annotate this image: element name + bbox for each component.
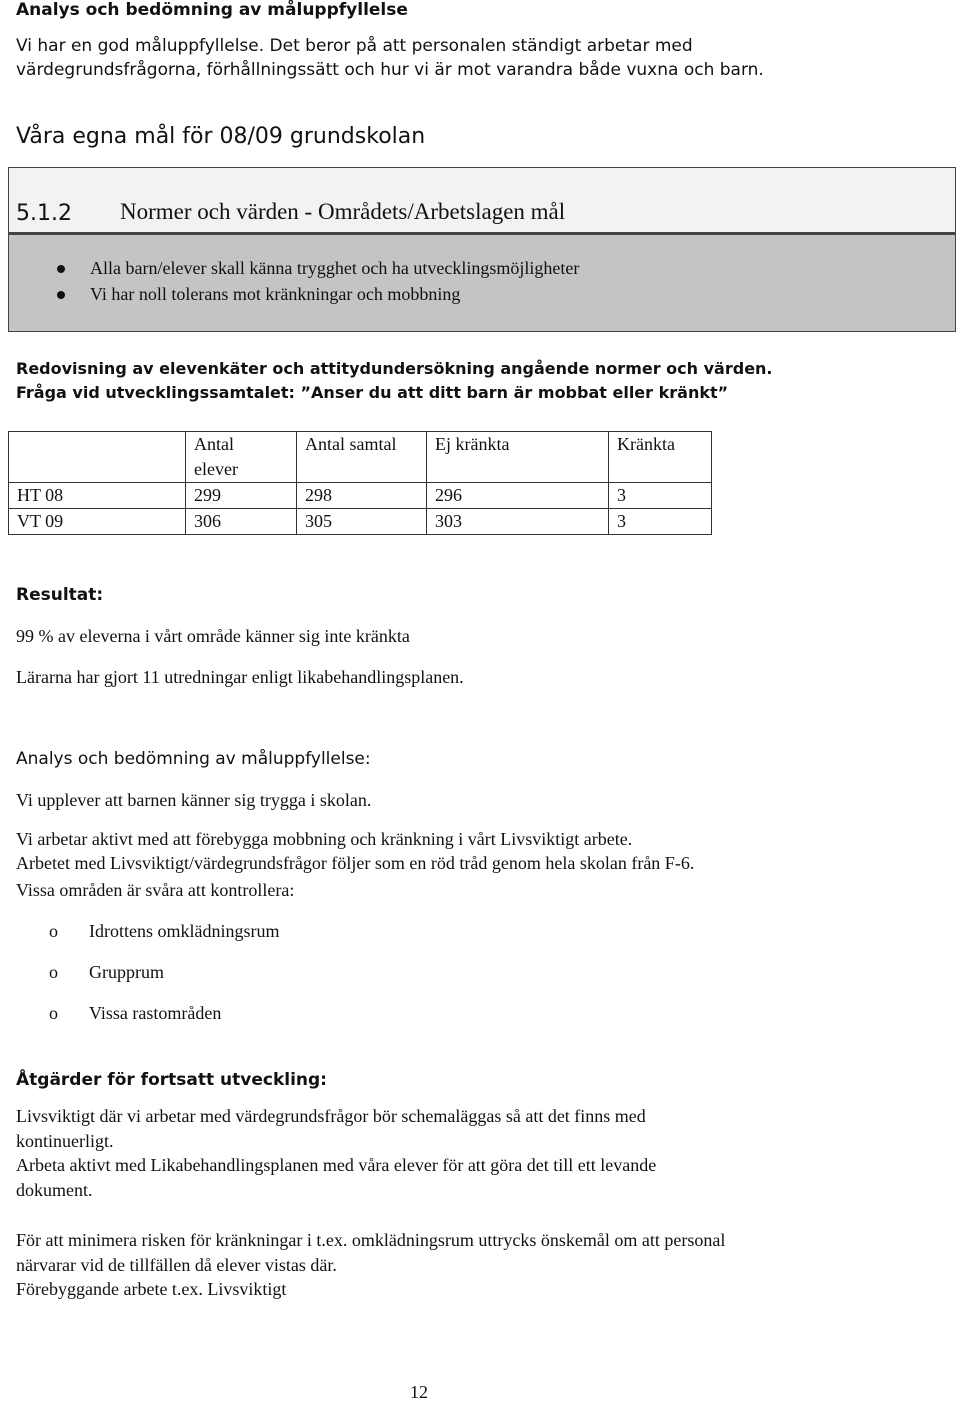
table-cell: 303	[427, 509, 609, 535]
bullet-icon	[57, 265, 65, 273]
table-row	[9, 483, 712, 509]
table-cell: 3	[609, 509, 712, 535]
measures-line: kontinuerligt.	[16, 1131, 114, 1151]
goal-bullet-item: Alla barn/elever skall känna trygghet och ha utvecklingsmöjligheter	[90, 258, 580, 278]
measures-heading: Åtgärder för fortsatt utveckling:	[16, 1070, 327, 1090]
table-cell: 305	[297, 509, 427, 535]
analysis-line: Vissa områden är svåra att kontrollera:	[16, 880, 295, 900]
table-cell: HT 08	[9, 483, 186, 509]
measures-line: dokument.	[16, 1180, 93, 1200]
measures-line: Förebyggande arbete t.ex. Livsviktigt	[16, 1279, 287, 1299]
results-line: Lärarna har gjort 11 utredningar enligt likabehandlingsplanen.	[16, 667, 464, 687]
paragraph-line: värdegrundsfrågorna, förhållningssätt och hur vi är mot varandra både vuxna och barn.	[16, 60, 764, 80]
measures-line: Livsviktigt där vi arbetar med värdegrundsfrågor bör schemaläggas så att det finns med	[16, 1106, 646, 1126]
list-marker: o	[49, 921, 58, 941]
goal-bullet-item: Vi har noll tolerans mot kränkningar och mobbning	[90, 284, 461, 304]
goal-box	[8, 167, 956, 332]
analysis-line: Vi arbetar aktivt med att förebygga mobbning och kränkning i vårt Livsviktigt arbete.	[16, 829, 633, 849]
results-heading: Resultat:	[16, 585, 104, 605]
analysis-line: Arbetet med Livsviktigt/värdegrundsfrågor följer som en röd tråd genom hela skolan från F-6.	[16, 853, 695, 873]
table-cell: 296	[427, 483, 609, 509]
table-header-cell: Antal samtal	[297, 432, 427, 483]
goals-title: Våra egna mål för 08/09 grundskolan	[16, 124, 426, 149]
paragraph-line: Vi har en god måluppfyllelse. Det beror på att personalen ständigt arbetar med	[16, 36, 693, 56]
table-header-row	[9, 432, 712, 483]
list-marker: o	[49, 1003, 58, 1023]
header-text: Antal	[194, 434, 234, 454]
survey-table	[8, 431, 712, 535]
analysis-heading: Analys och bedömning av måluppfyllelse:	[16, 749, 371, 769]
list-item: Grupprum	[89, 962, 164, 982]
bullet-icon	[57, 291, 65, 299]
section-heading-analysis: Analys och bedömning av måluppfyllelse	[16, 0, 408, 20]
table-header-cell	[186, 432, 297, 483]
list-item: Vissa rastområden	[89, 1003, 222, 1023]
survey-heading: Redovisning av elevenkäter och attitydundersökning angående normer och värden.	[16, 359, 773, 378]
table-cell: VT 09	[9, 509, 186, 535]
results-line: 99 % av eleverna i vårt område känner sig inte kränkta	[16, 626, 410, 646]
header-text: elever	[194, 459, 238, 479]
measures-line: närvarar vid de tillfällen då elever vistas där.	[16, 1255, 337, 1275]
list-marker: o	[49, 962, 58, 982]
table-cell: 306	[186, 509, 297, 535]
table-header-cell: Ej kränkta	[427, 432, 609, 483]
table-cell: 3	[609, 483, 712, 509]
measures-line: För att minimera risken för kränkningar i t.ex. omklädningsrum uttrycks önskemål om att personal	[16, 1230, 726, 1250]
list-item: Idrottens omklädningsrum	[89, 921, 280, 941]
page-number: 12	[410, 1382, 428, 1402]
measures-line: Arbeta aktivt med Likabehandlingsplanen med våra elever för att göra det till ett levande	[16, 1155, 657, 1175]
table-row	[9, 509, 712, 535]
goal-title: Normer och värden - Områdets/Arbetslagen mål	[120, 199, 566, 224]
analysis-line: Vi upplever att barnen känner sig trygga i skolan.	[16, 790, 372, 810]
table-header-cell: Kränkta	[609, 432, 712, 483]
survey-question: Fråga vid utvecklingssamtalet: ”Anser du att ditt barn är mobbat eller kränkt”	[16, 383, 729, 402]
table-header-cell	[9, 432, 186, 483]
table-cell: 298	[297, 483, 427, 509]
goal-number: 5.1.2	[16, 201, 72, 226]
table-cell: 299	[186, 483, 297, 509]
